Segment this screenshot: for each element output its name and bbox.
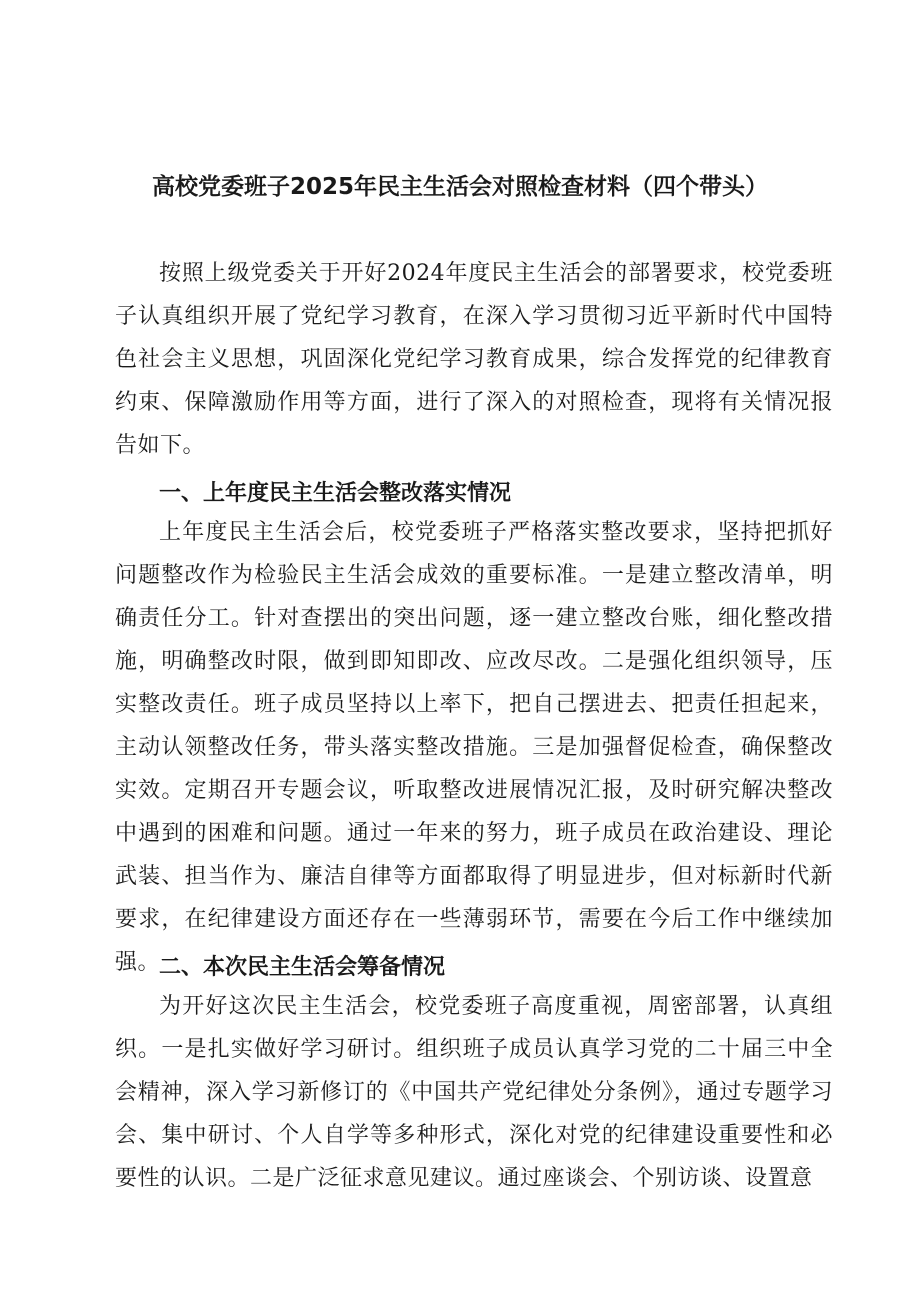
- section-paragraph-1: 上年度民主生活会后，校党委班子严格落实整改要求，坚持把抓好问题整改作为检验民主生活会成效的重要标准。一是建立整改清单，明确责任分工。针对查摆出的突出问题，逐一建立整改台账，细化整改措施，明确整改时限，做到即知即改、应改尽改。二是强化组织领导，压实整改责任。班子成员坚持以上率下，把自己摆进去、把责任担起来，主动认领整改任务，带头落实整改措施。三是加强督促检查，确保整改实效。定期召开专题会议，听取整改进展情况汇报，及时研究解决整改中遇到的困难和问题。通过一年来的努力，班子成员在政治建设、理论武装、担当作为、廉洁自律等方面都取得了明显进步，但对标新时代新要求，在纪律建设方面还存在一些薄弱环节，需要在今后工作中继续加强。: [115, 520, 833, 975]
- section-heading-1: 一、上年度民主生活会整改落实情况: [159, 481, 512, 506]
- document-title: 高校党委班子2025年民主生活会对照检查材料（四个带头）: [151, 174, 768, 200]
- intro-paragraph: 按照上级党委关于开好2024年度民主生活会的部署要求，校党委班子认真组织开展了党纪学习教育，在深入学习贯彻习近平新时代中国特色社会主义思想，巩固深化党纪学习教育成果，综合发挥党的纪律教育约束、保障激励作用等方面，进行了深入的对照检查，现将有关情况报告如下。: [115, 261, 833, 458]
- section-heading-2: 二、本次民主生活会筹备情况: [159, 955, 446, 980]
- section-paragraph-2: 为开好这次民主生活会，校党委班子高度重视，周密部署，认真组织。一是扎实做好学习研讨。组织班子成员认真学习党的二十届三中全会精神，深入学习新修订的《中国共产党纪律处分条例》，通过专题学习会、集中研讨、个人自学等多种形式，深化对党的纪律建设重要性和必要性的认识。二是广泛征求意见建议。通过座谈会、个别访谈、设置意: [115, 994, 833, 1191]
